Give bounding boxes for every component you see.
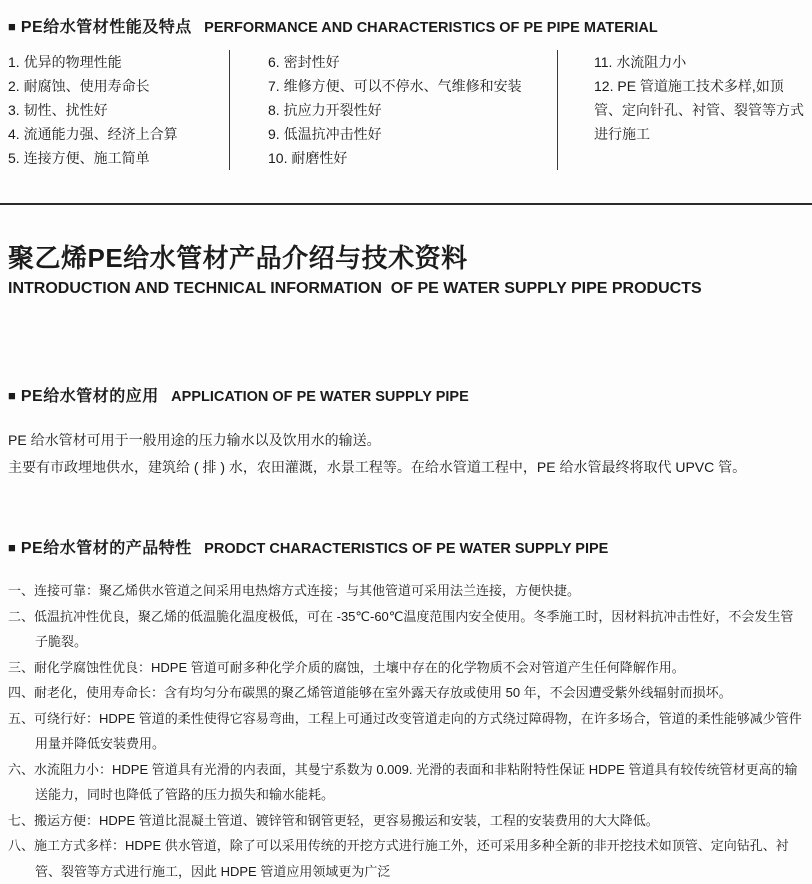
characteristic-item: 四、耐老化，使用寿命长：含有均匀分布碳黑的聚乙烯管道能够在室外露天存放或使用 50 年，不会因遭受紫外线辐射而损坏。 — [8, 685, 732, 700]
performance-title-zh: PE给水管材性能及特点 — [20, 19, 192, 36]
characteristics-title-en: PRODCT CHARACTERISTICS OF PE WATER SUPPLY PIPE — [204, 541, 609, 557]
feature-column-1 — [0, 50, 230, 170]
application-title-en: APPLICATION OF PE WATER SUPPLY PIPE — [171, 389, 469, 405]
characteristics-title-zh: PE给水管材的产品特性 — [20, 540, 192, 557]
performance-section-header — [0, 0, 812, 37]
characteristics-list — [8, 578, 806, 884]
application-title-zh: PE给水管材的应用 — [20, 388, 159, 405]
feature-item: 9. 低温抗冲击性好 — [268, 126, 382, 142]
feature-item: 1. 优异的物理性能 — [8, 54, 122, 70]
characteristic-item: 七、搬运方便：HDPE 管道比混凝土管道、镀锌管和钢管更轻，更容易搬运和安装，工程的安装费用的大大降低。 — [8, 812, 659, 828]
application-body — [8, 427, 812, 481]
feature-item: 4. 流通能力强、经济上合算 — [8, 126, 178, 142]
feature-item: 3. 韧性、扰性好 — [8, 102, 108, 118]
square-bullet-icon: ■ — [8, 388, 16, 403]
feature-item: 5. 连接方便、施工简单 — [8, 150, 150, 166]
application-paragraph: 主要有市政埋地供水，建筑给 ( 排 ) 水，农田灌溉，水景工程等。在给水管道工程中，PE 给水管最终将取代 UPVC 管。 — [8, 459, 747, 475]
characteristics-section-header — [0, 535, 812, 558]
feature-column-2 — [230, 50, 558, 170]
characteristic-item: 六、水流阻力小：HDPE 管道具有光滑的内表面，其曼宁系数为 0.009. 光滑的表面和非粘附特性保证 HDPE 管道具有较传统管材更高的输送能力，同时也降低了管路的压力损失和输水能耗。 — [8, 761, 798, 802]
square-bullet-icon: ■ — [8, 540, 16, 555]
feature-item: 8. 抗应力开裂性好 — [268, 102, 382, 118]
page-subtitle: INTRODUCTION AND TECHNICAL INFORMATION OF PE WATER SUPPLY PIPE PRODUCTS — [8, 280, 702, 297]
page-title: 聚乙烯PE给水管材产品介绍与技术资料 — [8, 243, 468, 273]
feature-item: 7. 维修方便、可以不停水、气维修和安装 — [268, 78, 522, 94]
characteristic-item: 五、可绕行好：HDPE 管道的柔性使得它容易弯曲，工程上可通过改变管道走向的方式绕过障碍物，在许多场合，管道的柔性能够减少管件用量并降低安装费用。 — [8, 710, 802, 751]
feature-item: 10. 耐磨性好 — [268, 150, 348, 166]
feature-item: 11. 水流阻力小 — [594, 54, 687, 70]
application-paragraph: PE 给水管材可用于一般用途的压力输水以及饮用水的输送。 — [8, 432, 381, 448]
feature-columns — [0, 50, 812, 170]
feature-item: 6. 密封性好 — [268, 54, 340, 70]
feature-item: 12. PE 管道施工技术多样,如顶管、定向针孔、衬管、裂管等方式进行施工 — [594, 78, 804, 142]
characteristic-item: 二、低温抗冲性优良，聚乙烯的低温脆化温度极低，可在 -35℃-60℃温度范围内安全使用。冬季施工时，因材料抗冲击性好，不会发生管子脆裂。 — [8, 608, 794, 649]
horizontal-divider — [0, 203, 812, 205]
characteristic-item: 一、连接可靠：聚乙烯供水管道之间采用电热熔方式连接；与其他管道可采用法兰连接，方便快捷。 — [8, 583, 581, 598]
performance-title-en: PERFORMANCE AND CHARACTERISTICS OF PE PIPE MATERIAL — [204, 20, 658, 36]
feature-column-3 — [558, 50, 812, 170]
characteristic-item: 三、耐化学腐蚀性优良：HDPE 管道可耐多种化学介质的腐蚀，土壤中存在的化学物质不会对管道产生任何降解作用。 — [8, 659, 685, 675]
application-section-header — [0, 383, 812, 406]
feature-item: 2. 耐腐蚀、使用寿命长 — [8, 78, 150, 94]
characteristic-item: 八、施工方式多样：HDPE 供水管道，除了可以采用传统的开挖方式进行施工外，还可采用多种全新的非开挖技术如顶管、定向钻孔、衬管、裂管等方式进行施工，因此 HDPE 管道应用领域更为广泛 — [8, 838, 789, 879]
square-bullet-icon: ■ — [8, 19, 16, 34]
